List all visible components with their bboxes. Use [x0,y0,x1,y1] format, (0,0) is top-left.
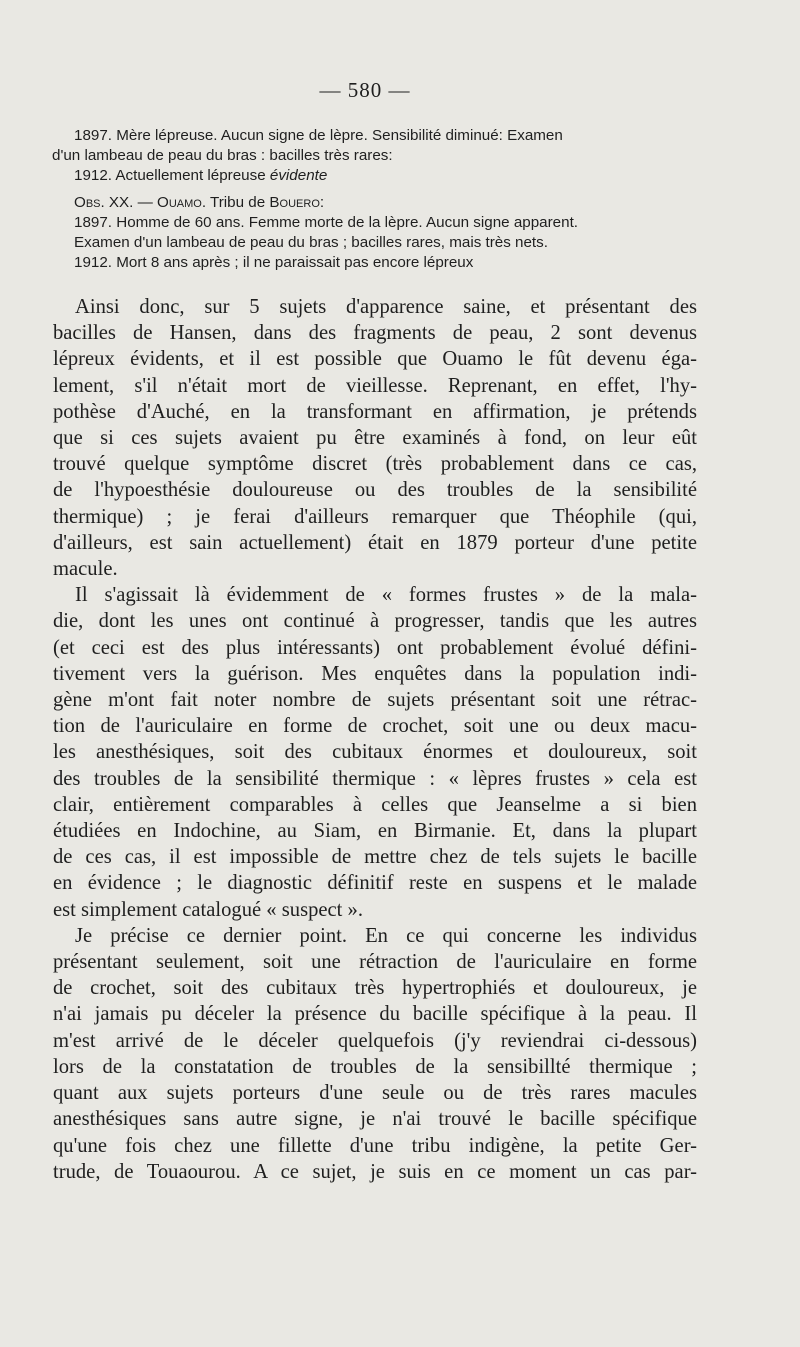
body-line: m'est arrivé de le déceler quelquefois (j'y reviendrai ci-dessous) [53,1029,697,1052]
body-line: que si ces sujets avaient pu être examinés à fond, on leur eût [53,427,697,450]
body-line: lors de la constatation de troubles de la sensibillté thermique ; [53,1055,697,1078]
note-line: 1912. Mort 8 ans après ; il ne paraissait pas encore lépreux [74,254,474,272]
body-line: die, dont les unes ont continué à progresser, tandis que les autres [53,610,697,633]
body-line: Je précise ce dernier point. En ce qui concerne les individus [75,924,697,947]
body-line: de crochet, soit des cubitaux très hypertrophiés et douloureux, je [53,977,697,1000]
note-emphasis: évidente [269,167,328,185]
body-line: tion de l'auriculaire en forme de crochet, soit une ou deux macu- [53,715,697,738]
page-number: — 580 — [319,78,411,102]
body-line: trouvé quelque symptôme discret (très probablement dans ce cas, [53,453,697,476]
body-line: macule. [53,558,118,581]
body-line: (et ceci est des plus intéressants) ont probablement évolué défini- [53,636,697,659]
body-line: lépreux évidents, et il est possible que Ouamo le fût devenu éga- [53,348,697,371]
tribe-name: Bouero [269,193,320,211]
body-line: les anesthésiques, soit des cubitaux énormes et douloureux, soit [53,741,697,764]
note-line: 1912. Actuellement lépreuse évidente [74,167,328,185]
body-line: présentant seulement, soit une rétraction de l'auriculaire en forme [53,951,697,974]
body-line: thermique) ; je ferai d'ailleurs remarquer que Théophile (qui, [53,505,697,528]
body-line: Il s'agissait là évidemment de « formes frustes » de la mala- [75,584,697,607]
body-line: quant aux sujets porteurs d'une seule ou de très rares macules [53,1082,697,1105]
body-line: bacilles de Hansen, dans des fragments de peau, 2 sont devenus [53,322,697,345]
note-line: d'un lambeau de peau du bras : bacilles très rares: [52,147,393,165]
body-line: gène m'ont fait noter nombre de sujets présentant soit une rétrac- [53,689,697,712]
body-line: est simplement catalogué « suspect ». [53,898,363,921]
body-line: lement, s'il n'était mort de vieillesse. Reprenant, en effet, l'hy- [53,374,697,397]
body-line: étudiées en Indochine, au Siam, en Birmanie. Et, dans la plupart [53,820,697,843]
body-line: en évidence ; le diagnostic définitif reste en suspens et le malade [53,872,697,895]
body-line: des troubles de la sensibilité thermique : « lèpres frustes » cela est [53,767,697,790]
case-notes [52,126,702,273]
subject-name: Ouamo [157,193,202,211]
body-text [53,294,697,1185]
body-line: d'ailleurs, est sain actuellement) était en 1879 porteur d'une petite [53,531,697,554]
body-line: de l'hypoesthésie douloureuse ou des troubles de la sensibilité [53,479,697,502]
body-line: de ces cas, il est impossible de mettre chez de tels sujets le bacille [53,846,697,869]
note-line: 1897. Mère lépreuse. Aucun signe de lèpre. Sensibilité diminué: Examen [74,127,563,144]
body-line: tivement vers la guérison. Mes enquêtes dans la population indi- [53,662,697,685]
body-line: anesthésiques sans autre signe, je n'ai trouvé le bacille spécifique [53,1108,697,1131]
body-line: pothèse d'Auché, en la transformant en affirmation, je prétends [53,400,697,423]
body-line: clair, entièrement comparables à celles que Jeanselme a si bien [53,793,697,816]
body-line: qu'une fois chez une fillette d'une tribu indigène, la petite Ger- [53,1134,697,1157]
body-line: n'ai jamais pu déceler la présence du bacille spécifique à la peau. Il [53,1003,697,1026]
note-line: Examen d'un lambeau de peau du bras ; bacilles rares, mais très nets. [74,234,548,252]
body-line: trude, de Touaourou. A ce sujet, je suis en ce moment un cas par- [53,1160,697,1183]
note-line: 1897. Homme de 60 ans. Femme morte de la lèpre. Aucun signe apparent. [74,213,579,231]
body-line: Ainsi donc, sur 5 sujets d'apparence saine, et présentant des [75,296,697,318]
observation-heading: Obs. XX. — Ouamo. Tribu de Bouero: [74,193,325,211]
